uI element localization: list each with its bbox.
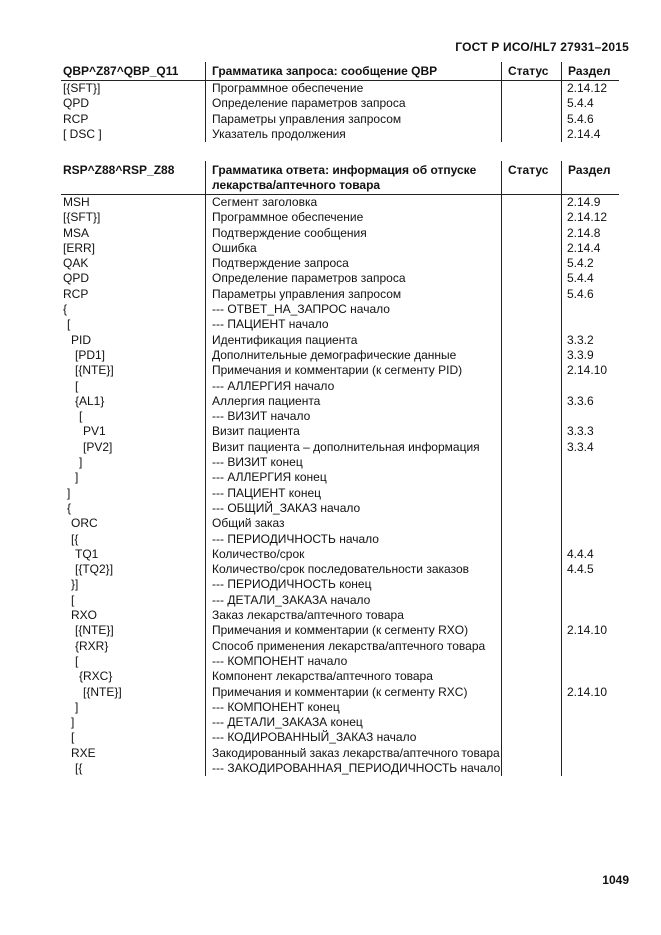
section-cell: 3.3.3 [561,424,619,439]
description-cell: --- ОТВЕТ_НА_ЗАПРОС начало [205,302,501,317]
section-cell: 2.14.12 [561,210,619,225]
table-row [61,761,619,776]
table-row [61,226,619,241]
section-cell [561,593,619,608]
section-cell [561,730,619,745]
table-row [61,112,619,127]
table-row [61,654,619,669]
table-row [61,547,619,562]
table-row [61,379,619,394]
description-cell: --- ВИЗИТ начало [205,409,501,424]
table-row [61,562,619,577]
status-cell [501,96,561,111]
description-cell: --- ЗАКОДИРОВАННАЯ_ПЕРИОДИЧНОСТЬ начало [205,761,501,776]
status-cell [501,562,561,577]
description-cell: --- АЛЛЕРГИЯ конец [205,470,501,485]
table-row [61,81,619,96]
segment-cell: ] [79,455,83,470]
description-cell: Указатель продолжения [205,127,501,142]
status-cell [501,127,561,142]
status-cell [501,547,561,562]
query-grammar-table [61,62,619,142]
description-cell: --- ПАЦИЕНТ конец [205,486,501,501]
section-cell [561,608,619,623]
table-row [61,96,619,111]
status-cell [501,317,561,332]
table-row [61,271,619,286]
section-cell: 3.3.6 [561,394,619,409]
table-header [61,62,619,81]
section-cell: 5.4.6 [561,112,619,127]
status-cell [501,333,561,348]
description-cell: Параметры управления запросом [205,287,501,302]
section-cell: 4.4.4 [561,547,619,562]
section-cell [561,700,619,715]
segment-cell: ] [75,699,79,714]
description-cell: Визит пациента – дополнительная информация [205,440,501,455]
table-row [61,669,619,684]
segment-cell: ORC [71,516,98,531]
segment-cell: [{ [75,760,83,775]
description-cell: --- КОМПОНЕНТ конец [205,700,501,715]
table-row [61,302,619,317]
description-cell: --- ПЕРИОДИЧНОСТЬ начало [205,532,501,547]
table-row [61,593,619,608]
status-cell [501,761,561,776]
description-cell: --- КОМПОНЕНТ начало [205,654,501,669]
segment-cell: { [63,302,68,317]
description-cell: Определение параметров запроса [205,96,501,111]
segment-cell: TQ1 [75,546,99,561]
header-segment: RSP^Z88^RSP_Z88 [63,163,175,177]
table-row [61,577,619,592]
table-row [61,363,619,378]
table-row [61,685,619,700]
description-cell: --- ВИЗИТ конец [205,455,501,470]
section-cell [561,654,619,669]
table-row [61,715,619,730]
segment-cell: ] [71,715,75,730]
segment-cell: [{TQ2}] [75,562,114,577]
status-cell [501,654,561,669]
status-cell [501,730,561,745]
segment-cell: [ DSC ] [63,126,102,141]
segment-cell: RCP [63,111,89,126]
table-row [61,317,619,332]
section-cell [561,379,619,394]
description-cell: Программное обеспечение [205,210,501,225]
status-cell [501,669,561,684]
status-cell [501,577,561,592]
status-cell [501,470,561,485]
description-cell: Идентификация пациента [205,333,501,348]
section-cell [561,669,619,684]
segment-cell: [{NTE}] [75,623,114,638]
status-cell [501,394,561,409]
status-cell [501,532,561,547]
description-cell: Ошибка [205,241,501,256]
section-cell: 5.4.6 [561,287,619,302]
segment-cell: [{ [71,531,79,546]
status-cell [501,593,561,608]
status-cell [501,379,561,394]
status-cell [501,440,561,455]
status-cell [501,639,561,654]
section-cell [561,715,619,730]
section-cell [561,532,619,547]
description-cell: --- ПАЦИЕНТ начало [205,317,501,332]
table-row [61,639,619,654]
description-cell: Подтверждение сообщения [205,226,501,241]
segment-cell: [{NTE}] [75,363,114,378]
table-row [61,394,619,409]
segment-cell: [{NTE}] [83,684,122,699]
header-status: Статус [501,161,561,194]
segment-cell: RXE [71,745,96,760]
table-body [61,81,619,142]
page-number: 1049 [602,873,629,887]
section-cell: 2.14.12 [561,81,619,96]
description-cell: --- АЛЛЕРГИЯ начало [205,379,501,394]
description-cell: Сегмент заголовка [205,195,501,210]
status-cell [501,623,561,638]
status-cell [501,348,561,363]
segment-cell: PV1 [83,424,106,439]
segment-cell: {RXR} [75,638,109,653]
segment-cell: RCP [63,286,89,301]
status-cell [501,501,561,516]
description-cell: Подтверждение запроса [205,256,501,271]
section-cell: 2.14.8 [561,226,619,241]
section-cell: 4.4.5 [561,562,619,577]
segment-cell: [ [71,592,75,607]
section-cell [561,501,619,516]
segment-cell: [ERR] [63,240,96,255]
status-cell [501,409,561,424]
section-cell: 5.4.4 [561,271,619,286]
segment-cell: [PV2] [83,439,113,454]
description-cell: Примечания и комментарии (к сегменту RXO) [205,623,501,638]
segment-cell: { [67,500,72,515]
table-row [61,348,619,363]
section-cell [561,470,619,485]
segment-cell: QAK [63,256,89,271]
segment-cell: [ [67,317,71,332]
section-cell: 5.4.2 [561,256,619,271]
description-cell: --- ПЕРИОДИЧНОСТЬ конец [205,577,501,592]
description-cell: Определение параметров запроса [205,271,501,286]
section-cell: 2.14.10 [561,623,619,638]
description-cell: Способ применения лекарства/аптечного товара [205,639,501,654]
table-row [61,424,619,439]
segment-cell: QPD [63,96,90,111]
section-cell [561,639,619,654]
status-cell [501,363,561,378]
segment-cell: ] [75,470,79,485]
table-row [61,409,619,424]
description-cell: --- ДЕТАЛИ_ЗАКАЗА начало [205,593,501,608]
segment-cell: PID [71,332,92,347]
status-cell [501,715,561,730]
table-row [61,195,619,210]
status-cell [501,516,561,531]
status-cell [501,302,561,317]
section-cell [561,317,619,332]
table-row [61,623,619,638]
status-cell [501,112,561,127]
segment-cell: QPD [63,271,90,286]
status-cell [501,424,561,439]
segment-cell: {AL1} [75,393,105,408]
description-cell: Количество/срок последовательности заказов [205,562,501,577]
segment-cell: RXO [71,608,98,623]
segment-cell: [{SFT}] [63,81,101,95]
table-row [61,241,619,256]
table-row [61,455,619,470]
table-body [61,195,619,776]
document-header: ГОСТ Р ИСО/HL7 27931–2015 [455,40,629,54]
section-cell: 2.14.9 [561,195,619,210]
segment-cell: [ [75,653,79,668]
section-cell [561,746,619,761]
status-cell [501,256,561,271]
table-row [61,210,619,225]
table-row [61,608,619,623]
description-cell: Заказ лекарства/аптечного товара [205,608,501,623]
description-cell: --- ДЕТАЛИ_ЗАКАЗА конец [205,715,501,730]
status-cell [501,287,561,302]
table-row [61,532,619,547]
section-cell [561,761,619,776]
table-row [61,256,619,271]
table-row [61,730,619,745]
table-row [61,486,619,501]
status-cell [501,486,561,501]
segment-cell: [ [75,378,79,393]
description-cell: Визит пациента [205,424,501,439]
section-cell [561,516,619,531]
section-cell: 2.14.10 [561,363,619,378]
table-row [61,440,619,455]
segment-cell: [ [79,409,83,424]
description-cell: Закодированный заказ лекарства/аптечного товара [205,746,501,761]
segment-cell: {RXC} [79,669,113,684]
section-cell [561,302,619,317]
segment-cell: MSA [63,225,90,240]
description-cell: Общий заказ [205,516,501,531]
table-row [61,287,619,302]
description-cell: Программное обеспечение [205,81,501,96]
section-cell [561,455,619,470]
section-cell [561,409,619,424]
table-row [61,516,619,531]
segment-cell: }] [71,577,79,592]
segment-cell: [PD1] [75,347,106,362]
status-cell [501,608,561,623]
description-cell: Дополнительные демографические данные [205,348,501,363]
table-row [61,700,619,715]
segment-cell: ] [67,485,71,500]
description-cell: Количество/срок [205,547,501,562]
section-cell: 2.14.4 [561,241,619,256]
table-row [61,501,619,516]
header-description: Грамматика ответа: информация об отпуске лекарства/аптечного товара [205,161,501,194]
status-cell [501,271,561,286]
status-cell [501,195,561,210]
status-cell [501,700,561,715]
segment-cell: [{SFT}] [63,210,101,225]
segment-cell: MSH [63,195,90,209]
table-row [61,333,619,348]
section-cell: 3.3.9 [561,348,619,363]
description-cell: --- КОДИРОВАННЫЙ_ЗАКАЗ начало [205,730,501,745]
section-cell: 3.3.4 [561,440,619,455]
status-cell [501,455,561,470]
status-cell [501,685,561,700]
section-cell: 2.14.10 [561,685,619,700]
status-cell [501,210,561,225]
header-status: Статус [501,62,561,80]
table-row [61,746,619,761]
status-cell [501,226,561,241]
header-segment: QBP^Z87^QBP_Q11 [63,64,179,78]
description-cell: --- ОБЩИЙ_ЗАКАЗ начало [205,501,501,516]
description-cell: Примечания и комментарии (к сегменту PID) [205,363,501,378]
section-cell: 3.3.2 [561,333,619,348]
description-cell: Примечания и комментарии (к сегменту RXC) [205,685,501,700]
table-row [61,470,619,485]
section-cell: 2.14.4 [561,127,619,142]
table-row [61,127,619,142]
status-cell [501,81,561,96]
header-section: Раздел [561,161,619,194]
description-cell: Параметры управления запросом [205,112,501,127]
response-grammar-table [61,161,619,776]
description-cell: Аллергия пациента [205,394,501,409]
segment-cell: [ [71,730,75,745]
status-cell [501,746,561,761]
status-cell [501,241,561,256]
section-cell [561,486,619,501]
table-header [61,161,619,195]
section-cell: 5.4.4 [561,96,619,111]
header-section: Раздел [561,62,619,80]
section-cell [561,577,619,592]
header-description: Грамматика запроса: сообщение QBP [205,62,501,80]
description-cell: Компонент лекарства/аптечного товара [205,669,501,684]
